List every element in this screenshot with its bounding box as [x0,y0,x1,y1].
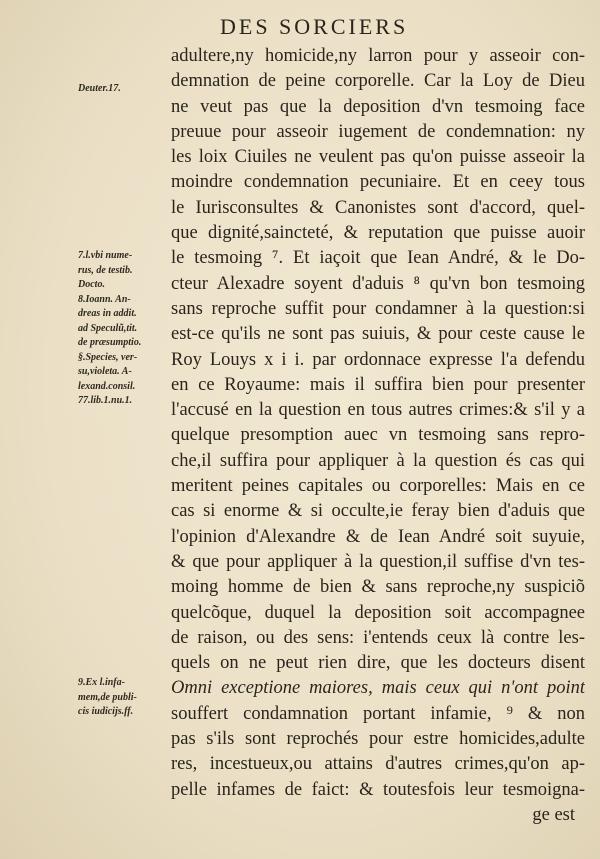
text-line: che,il suffira pour appliquer à la question és cas qui [171,450,585,471]
text-line: l'opinion d'Alexandre & de Iean André soit suyuie, [171,526,585,547]
text-line: ne veut pas que la deposition d'vn tesmoing face [171,96,585,117]
note-line: ad Speculũ,tit. [78,322,138,334]
text-line: de raison, ou des sens: i'entends ceux là contre les- [171,627,585,648]
text-line: souffert condamnation portant infamie, ⁹ & non [171,703,585,724]
margin-note-citations-7-8 [78,249,170,409]
note-line: cis iudicijs.ff. [78,706,134,717]
note-line: mem,de publi- [78,691,137,703]
text-line: Roy Louys x i i. par ordonnace expresse l'a defendu [171,349,585,370]
margin-note-deuteronomy [78,82,170,97]
note-line: 77.lib.1.nu.1. [78,395,133,406]
text-line: Omni exceptione maiores, mais ceux qui n'ont point [171,678,585,699]
text-line: sans reproche suffit pour condamner à la question:si [171,298,585,319]
text-line: que dignité,saincteté, & reputation que puisse auoir [171,223,585,244]
text-line: cas si enorme & si occulte,ie feray bien d'aduis que [171,501,585,522]
note-line: 8.Ioann. An- [78,293,131,305]
text-line: pas s'ils sont reprochés pour estre homicides,adulte [171,729,585,750]
text-line: le tesmoing ⁷. Et iaçoit que Iean André, & le Do- [171,248,585,269]
text-line: quels on ne peut rien dire, que les docteurs disent [171,653,585,674]
note-line: de præsumptio. [78,337,142,348]
margin-notes [0,0,170,859]
note-line: 7.l.vbi nume- [78,250,133,261]
text-line: demnation de peine corporelle. Car la Loy de Dieu [171,71,585,92]
text-line: les loix Ciuiles ne veulent pas qu'on puisse asseoir la [171,147,585,168]
text-line: en ce Royaume: mais il suffira bien pour presenter [171,374,585,395]
text-line: meritent peines capitales ou corporelles: Mais en ce [171,476,585,497]
text-line: quelcõque, duquel la deposition soit accompagnee [171,602,585,623]
text-line: quelque presomption auec vn tesmoing sans repro- [171,425,585,446]
text-line: moing homme de bien & sans reproche,ny suspiciõ [171,577,585,598]
note-line: 9.Ex l.infa- [78,677,125,688]
note-line: su,violeta. A- [78,366,132,377]
note-line: Docto. [78,279,105,290]
text-line: le Iurisconsultes & Canonistes sont d'accord, quel- [171,197,585,218]
text-line: pelle infames de faict: & toutesfois leur tesmoigna- [171,779,585,800]
text-line: adultere,ny homicide,ny larron pour y asseoir con- [171,46,585,66]
note-line: Deuter.17. [78,83,121,94]
text-line: est-ce qu'ils ne sont pas suiuis, & pour ceste cause le [171,324,585,345]
text-line: moindre condemnation pecuniaire. Et en ceey tous [171,172,585,193]
running-header: DES SORCIERS [220,14,409,39]
text-line: & que pour appliquer à la question,il suffise d'vn tes- [171,551,585,572]
note-line: dreas in addit. [78,308,137,319]
note-line: §.Species, ver- [78,351,138,363]
text-line: l'accusé en la question en tous autres crimes:& s'il y a [171,400,585,421]
text-line: res, incestueux,ou attains d'autres crimes,qu'on ap- [171,754,585,775]
note-line: rus, de testib. [78,264,133,276]
main-text-block [171,44,585,828]
text-line: preuue pour asseoir iugement de condemnation: ny [171,121,585,142]
text-line-catchword: ge est [532,804,575,825]
note-line: lexand.consil. [78,380,136,392]
text-line: cteur Alexadre soyent d'aduis ⁸ qu'vn bon tesmoing [171,273,585,294]
margin-note-citation-9 [78,676,170,720]
